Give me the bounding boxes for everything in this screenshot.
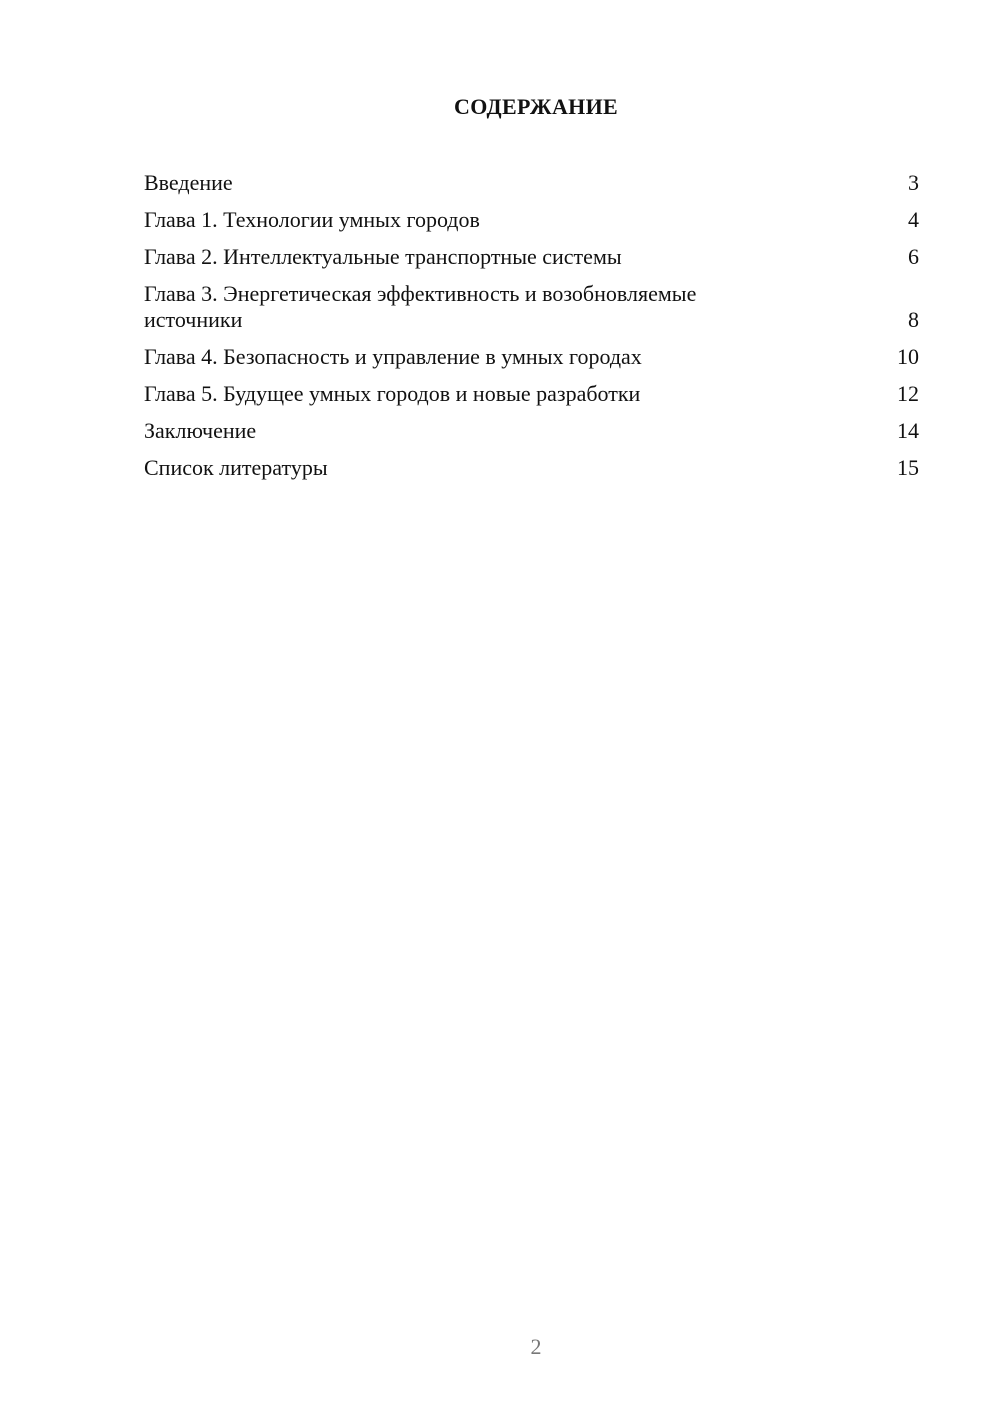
toc-entry — [144, 455, 919, 481]
toc-entry-title: Глава 2. Интеллектуальные транспортные системы — [144, 244, 622, 269]
toc-entry-title: Глава 4. Безопасность и управление в умных городах — [144, 344, 642, 369]
toc-entry-page: 15 — [897, 455, 919, 480]
toc-entry — [144, 207, 919, 233]
toc-entry-title: Глава 3. Энергетическая эффективность и возобновляемые источники — [144, 281, 697, 332]
toc-entry-page: 3 — [908, 170, 919, 195]
toc-entry-title: Заключение — [144, 418, 257, 443]
table-of-contents — [144, 170, 919, 492]
toc-entry — [144, 418, 919, 444]
toc-entry-title: Список литературы — [144, 455, 328, 480]
toc-entry — [144, 281, 919, 333]
toc-entry-page: 6 — [908, 244, 919, 269]
toc-entry-page: 12 — [897, 381, 919, 406]
toc-entry-page: 14 — [897, 418, 919, 443]
page-title: СОДЕРЖАНИЕ — [454, 94, 618, 119]
toc-entry — [144, 170, 919, 196]
toc-entry — [144, 244, 919, 270]
toc-entry-page: 4 — [908, 207, 919, 232]
toc-entry-page: 10 — [897, 344, 919, 369]
toc-entry-title: Глава 5. Будущее умных городов и новые разработки — [144, 381, 641, 406]
toc-entry-title: Глава 1. Технологии умных городов — [144, 207, 480, 232]
page-number: 2 — [530, 1334, 542, 1359]
toc-entry-title: Введение — [144, 170, 233, 195]
toc-entry — [144, 381, 919, 407]
toc-entry-page: 8 — [908, 307, 919, 332]
toc-entry — [144, 344, 919, 370]
